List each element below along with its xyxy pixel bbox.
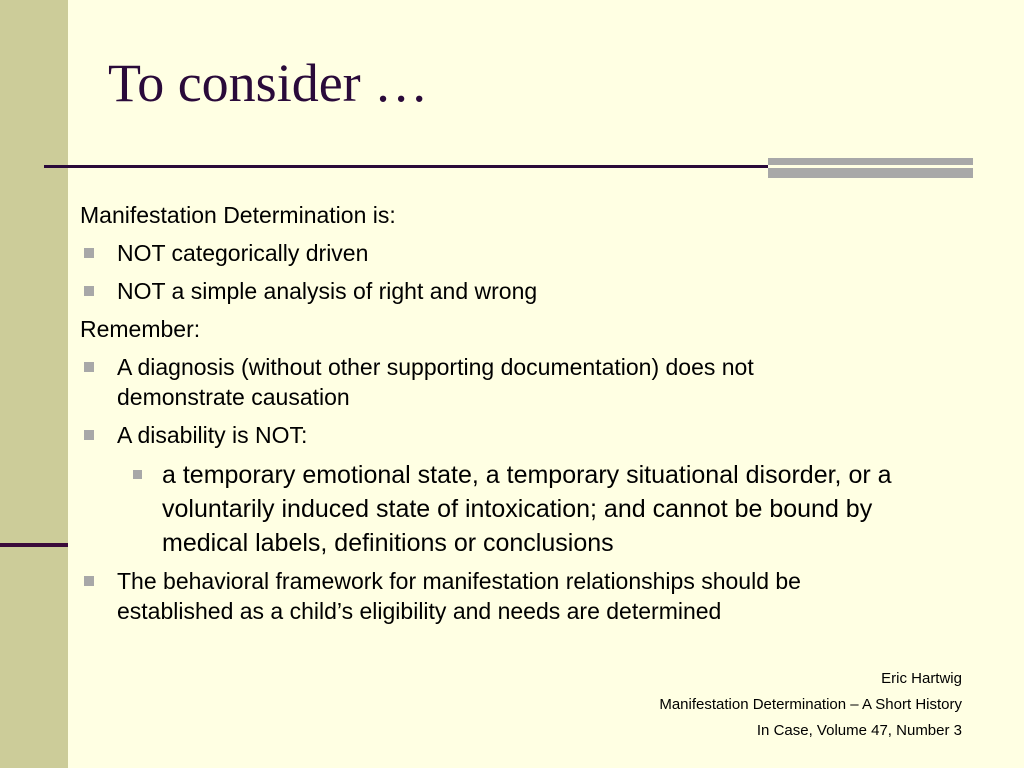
square-bullet-icon: [84, 286, 94, 296]
bullet-text-line-1: A diagnosis (without other supporting documentation) does not: [117, 354, 754, 380]
bullet-item: [80, 566, 980, 626]
accent-bar: [768, 158, 973, 178]
square-bullet-icon: [84, 576, 94, 586]
bullet-text: A disability is NOT:: [117, 422, 308, 448]
bullet-item: [80, 420, 980, 450]
citation-source: In Case, Volume 47, Number 3: [756, 722, 962, 739]
bullet-text-line-2: demonstrate causation: [117, 384, 350, 410]
square-bullet-icon: [133, 470, 142, 479]
bullet-item: [80, 238, 980, 268]
accent-bar-stripe: [768, 165, 973, 168]
citation-work: Manifestation Determination – A Short History: [659, 696, 962, 713]
citation-author: Eric Hartwig: [881, 670, 962, 687]
body-heading-remember: Remember:: [80, 316, 201, 342]
bullet-text-line-1: The behavioral framework for manifestation relationships should be: [117, 568, 801, 594]
body-heading-definition: Manifestation Determination is:: [80, 202, 396, 228]
sub-bullet-text: a temporary emotional state, a temporary situational disorder, or a voluntarily induced state of intoxication; and cannot be bound by medical labels, definitions or conclusions: [162, 461, 892, 557]
sidebar-divider: [0, 543, 68, 547]
bullet-text: NOT categorically driven: [117, 240, 369, 266]
slide-title: To consider …: [108, 53, 429, 113]
bullet-text-line-2: established as a child’s eligibility and needs are determined: [117, 598, 722, 624]
citation: [659, 666, 962, 744]
square-bullet-icon: [84, 430, 94, 440]
square-bullet-icon: [84, 362, 94, 372]
left-sidebar-band: [0, 0, 68, 768]
title-divider: [44, 165, 770, 168]
slide-body: [80, 200, 980, 634]
bullet-text: NOT a simple analysis of right and wrong: [117, 278, 538, 304]
bullet-item: [80, 352, 980, 412]
square-bullet-icon: [84, 248, 94, 258]
sub-bullet-item: [80, 458, 922, 560]
bullet-item: [80, 276, 980, 306]
